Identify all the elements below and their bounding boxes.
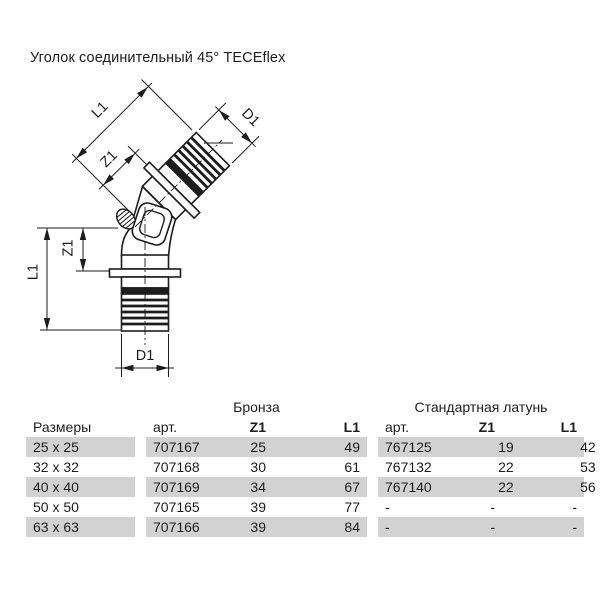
col-header-art-brass: арт.: [385, 419, 410, 435]
cell-art-brass: 767125: [385, 439, 432, 455]
table-row: [0, 497, 600, 517]
cell-art-bronze: 707165: [153, 499, 200, 515]
product-table: [0, 396, 600, 537]
dim-label-z1-diagonal: Z1: [97, 147, 121, 171]
dim-label-d1-diagonal: D1: [238, 105, 263, 130]
clip-detail: [113, 201, 174, 248]
cell-art-bronze: 707168: [153, 459, 200, 475]
cell-size: 40 x 40: [26, 477, 135, 497]
cell-l1-bronze: 84: [344, 519, 360, 535]
cell-z1-bronze: 30: [250, 459, 266, 475]
cell-z1-brass: -: [490, 499, 495, 515]
dim-label-l1-vertical: L1: [25, 263, 42, 281]
cell-art-bronze: 707166: [153, 519, 200, 535]
dim-label-z1-vertical: Z1: [60, 239, 77, 257]
cell-z1-brass: 19: [498, 439, 514, 455]
cell-z1-bronze: 25: [250, 439, 266, 455]
col-header-z1-brass: Z1: [478, 419, 495, 435]
cell-z1-brass: -: [490, 519, 495, 535]
col-header-l1-bronze: L1: [343, 419, 360, 435]
cell-l1-brass: -: [572, 519, 577, 535]
cell-size: 63 x 63: [26, 517, 135, 537]
cell-z1-brass: 22: [498, 479, 514, 495]
dim-label-l1-diagonal: L1: [88, 98, 112, 122]
cell-l1-brass: 56: [580, 479, 596, 495]
cell-art-bronze: 707169: [153, 479, 200, 495]
cell-size: 32 x 32: [33, 459, 79, 475]
cell-z1-bronze: 39: [250, 519, 266, 535]
table-row: [0, 477, 600, 497]
table-row: [0, 437, 600, 457]
cell-size: 25 x 25: [26, 437, 135, 457]
dim-label-d1-bottom: D1: [135, 348, 155, 364]
col-header-z1-bronze: Z1: [249, 419, 266, 435]
cell-art-brass: 767132: [385, 459, 432, 475]
cell-z1-bronze: 39: [250, 499, 266, 515]
cell-l1-bronze: 49: [344, 439, 360, 455]
cell-art-brass: 767140: [385, 479, 432, 495]
cell-z1-brass: 22: [498, 459, 514, 475]
cell-l1-brass: -: [572, 499, 577, 515]
cell-l1-bronze: 77: [344, 499, 360, 515]
cell-l1-bronze: 67: [344, 479, 360, 495]
cell-l1-brass: 53: [580, 459, 596, 475]
col-header-art-bronze: арт.: [153, 419, 178, 435]
table-row: [0, 457, 600, 477]
page-title: Уголок соединительный 45° TECEflex: [30, 50, 286, 66]
group-header-bronze: Бронза: [233, 398, 280, 415]
col-header-l1-brass: L1: [560, 419, 577, 435]
cell-size: 50 x 50: [33, 499, 79, 515]
col-header-sizes: Размеры: [33, 419, 92, 435]
group-header-brass: Стандартная латунь: [414, 398, 548, 415]
column-header-row: [0, 417, 600, 437]
cell-art-bronze: 707167: [153, 439, 200, 455]
cell-l1-brass: 42: [580, 439, 596, 455]
table-row: [0, 517, 600, 537]
cell-art-brass: -: [385, 519, 390, 535]
cell-z1-bronze: 34: [250, 479, 266, 495]
cell-art-brass: -: [385, 499, 390, 515]
cell-l1-bronze: 61: [344, 459, 360, 475]
group-header-row: [0, 396, 600, 417]
